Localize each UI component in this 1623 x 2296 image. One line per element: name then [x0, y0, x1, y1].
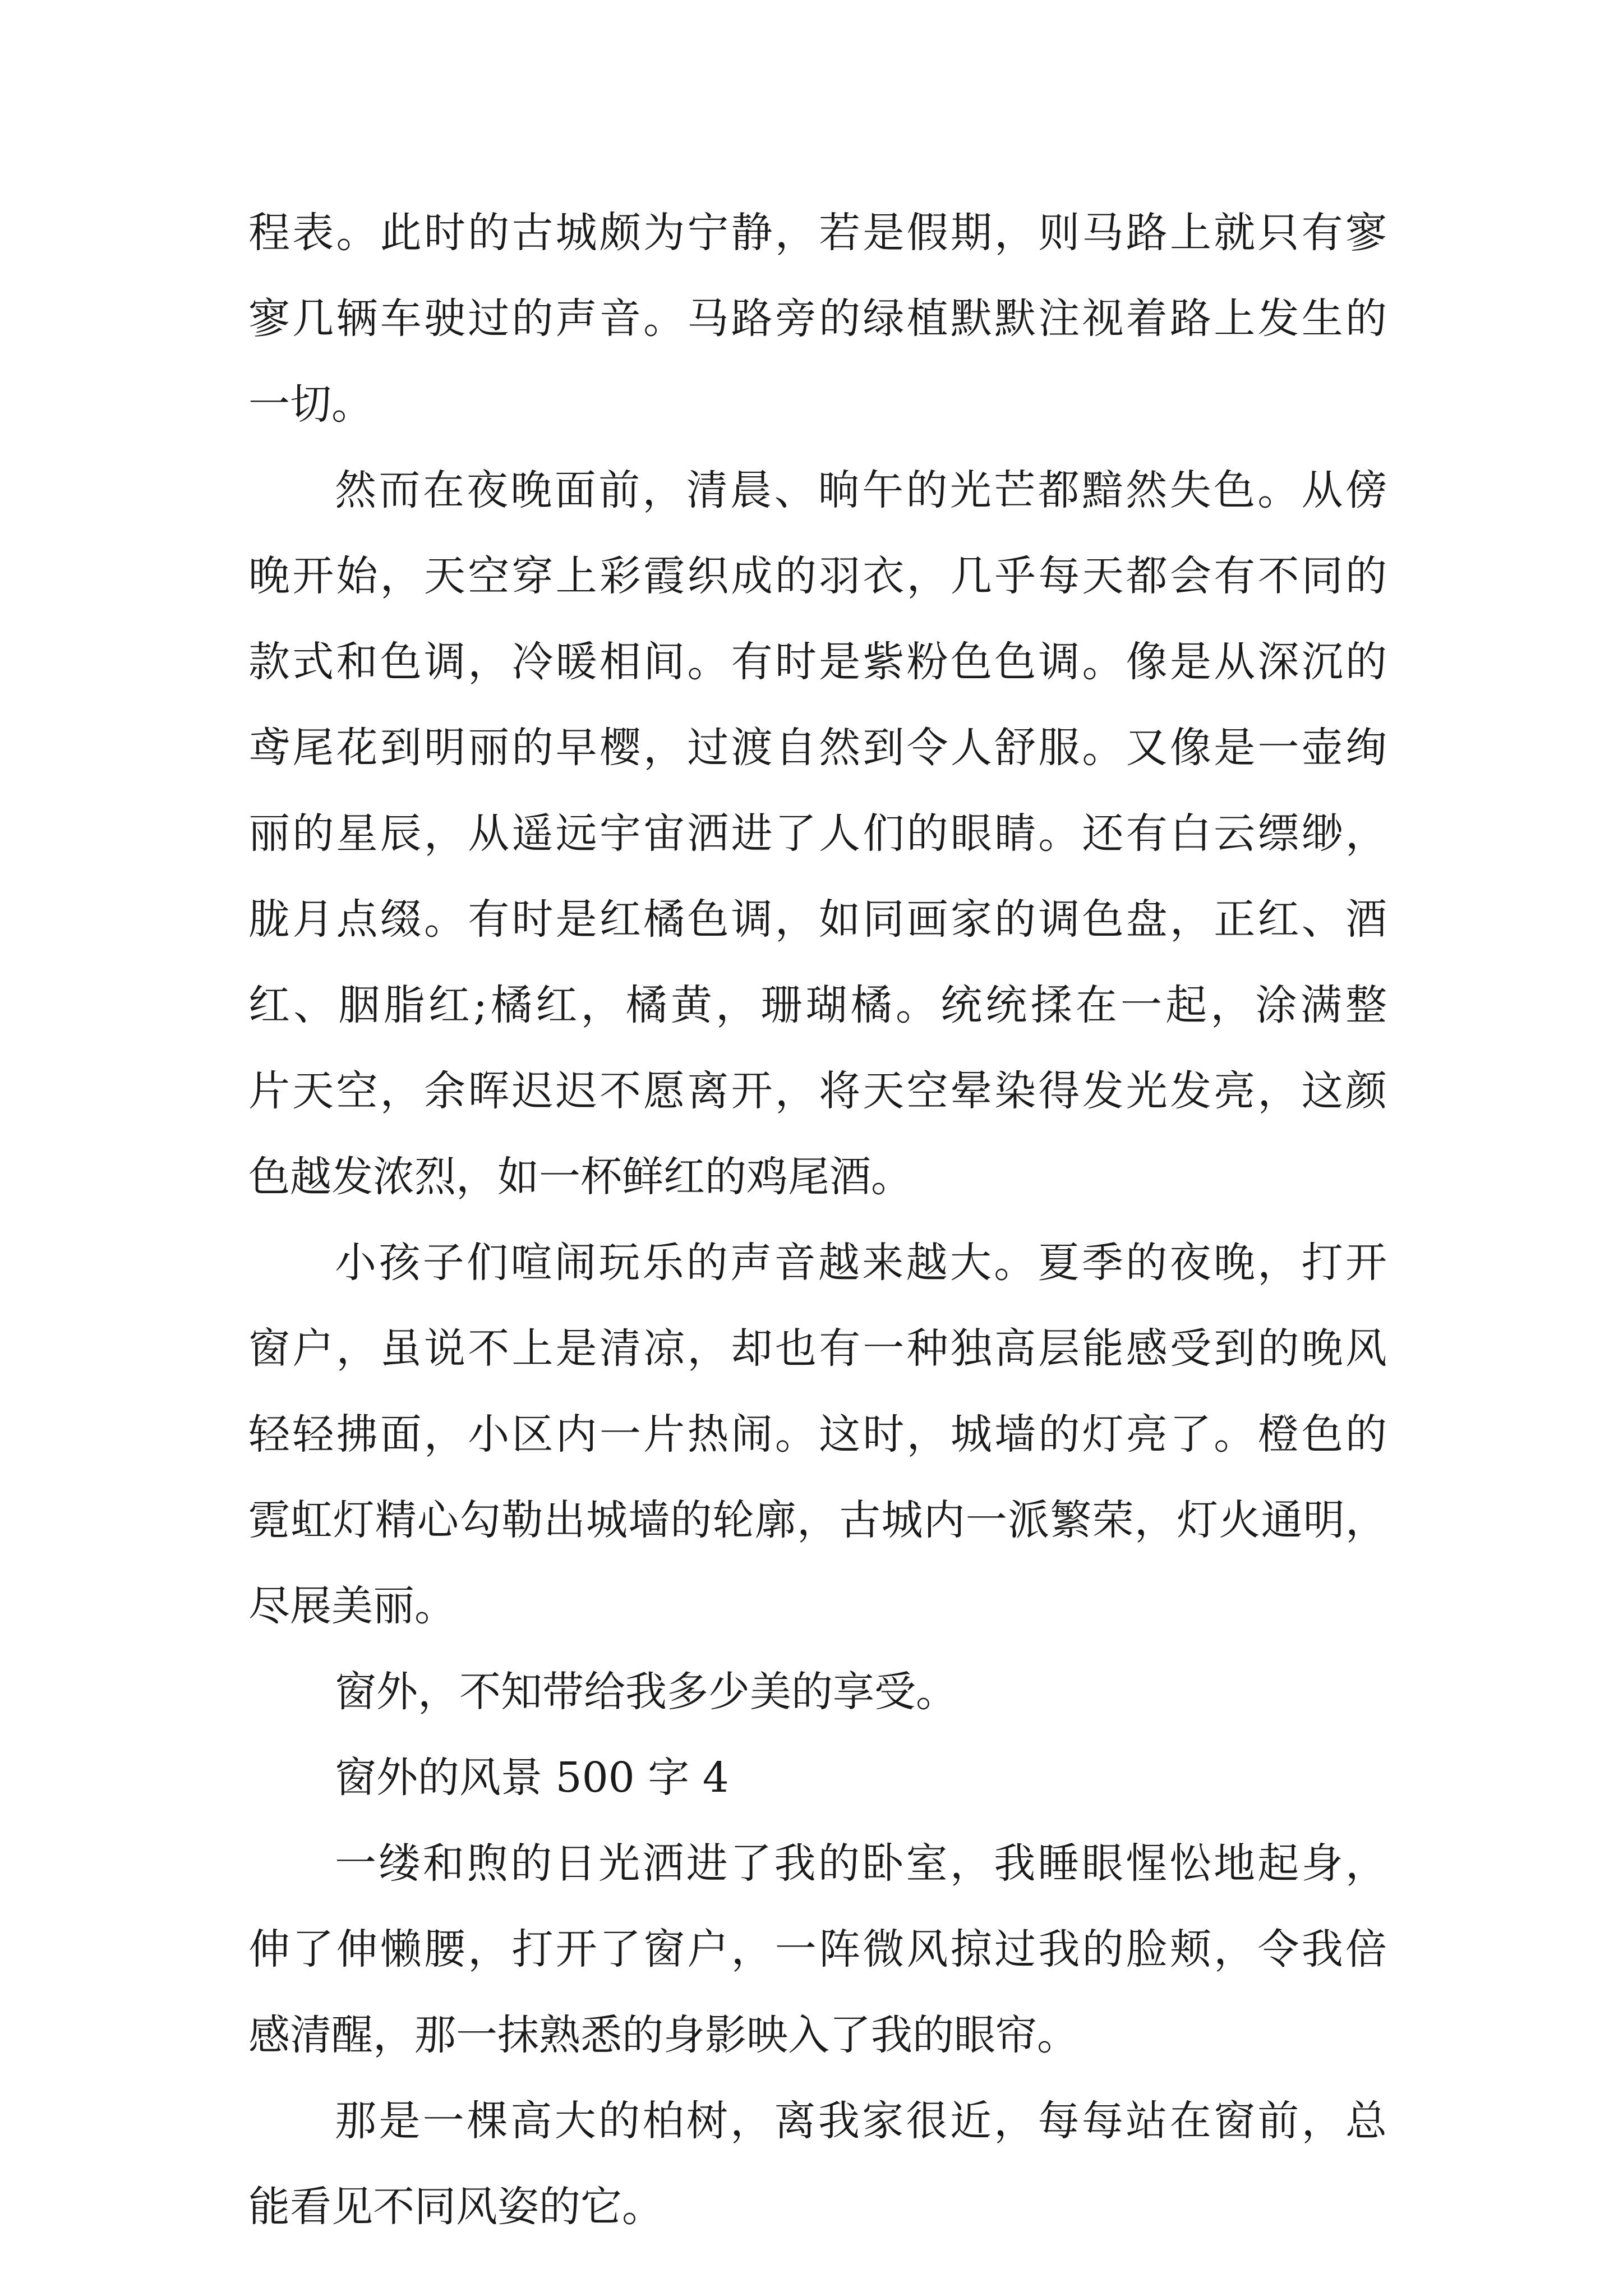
text-line: 霓虹灯精心勾勒出城墙的轮廓，古城内一派繁荣，灯火通明，	[248, 1496, 1387, 1544]
text-line: 胧月点缀。有时是红橘色调，如同画家的调色盘，正红、酒	[248, 895, 1387, 944]
paragraph-first-line: 然而在夜晚面前，清晨、晌午的光芒都黯然失色。从傍	[335, 466, 1387, 514]
text-line: 款式和色调，冷暖相间。有时是紫粉色色调。像是从深沉的	[248, 638, 1387, 686]
text-line: 丽的星辰，从遥远宇宙洒进了人们的眼睛。还有白云缥缈，	[248, 809, 1387, 858]
paragraph-first-line: 窗外，不知带给我多少美的享受。	[335, 1668, 957, 1716]
text-line: 伸了伸懒腰，打开了窗户，一阵微风掠过我的脸颊，令我倍	[248, 1925, 1387, 1973]
paragraph-first-line: 那是一棵高大的柏树，离我家很近，每每站在窗前，总	[335, 2097, 1387, 2145]
paragraph-first-line: 小孩子们喧闹玩乐的声音越来越大。夏季的夜晚，打开	[335, 1239, 1387, 1287]
text-line: 红、胭脂红;橘红，橘黄，珊瑚橘。统统揉在一起，涂满整	[248, 981, 1387, 1029]
section-heading: 窗外的风景 500 字 4	[335, 1754, 729, 1802]
text-line: 程表。此时的古城颇为宁静，若是假期，则马路上就只有寥	[248, 209, 1387, 257]
text-line: 一切。	[248, 380, 373, 429]
paragraph-first-line: 一缕和煦的日光洒进了我的卧室，我睡眼惺忪地起身，	[335, 1839, 1387, 1888]
text-line: 色越发浓烈，如一杯鲜红的鸡尾酒。	[248, 1153, 912, 1201]
text-line: 鸢尾花到明丽的早樱，过渡自然到令人舒服。又像是一壶绚	[248, 724, 1387, 772]
text-line: 轻轻拂面，小区内一片热闹。这时，城墙的灯亮了。橙色的	[248, 1410, 1387, 1458]
text-line: 能看见不同风姿的它。	[248, 2183, 663, 2231]
text-line: 窗户，虽说不上是清凉，却也有一种独高层能感受到的晚风	[248, 1324, 1387, 1373]
text-line: 片天空，余晖迟迟不愿离开，将天空晕染得发光发亮，这颜	[248, 1067, 1387, 1115]
text-line: 尽展美丽。	[248, 1582, 456, 1630]
text-line: 感清醒，那一抹熟悉的身影映入了我的眼帘。	[248, 2011, 1078, 2059]
text-line: 寥几辆车驶过的声音。马路旁的绿植默默注视着路上发生的	[248, 295, 1387, 343]
text-line: 晚开始，天空穿上彩霞织成的羽衣，几乎每天都会有不同的	[248, 552, 1387, 600]
